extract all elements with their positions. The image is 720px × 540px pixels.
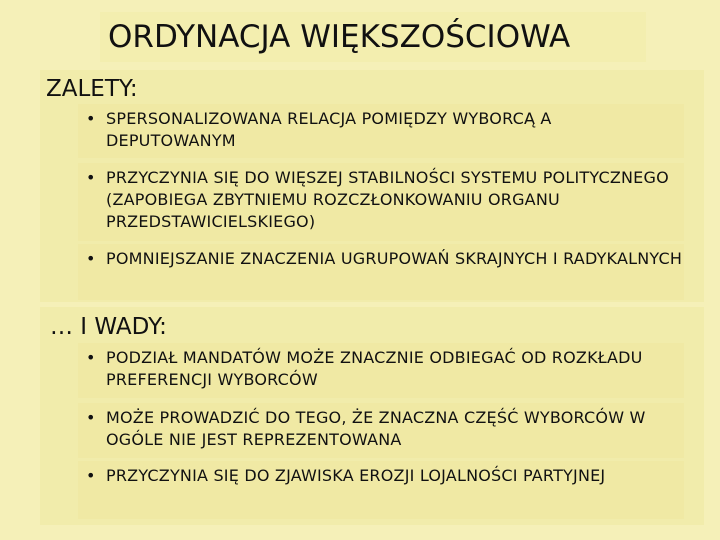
disadvantage-item	[78, 461, 684, 519]
bullet-icon: •	[86, 408, 96, 427]
disadvantage-item-text: MOŻE PROWADZIĆ DO TEGO, ŻE ZNACZNA CZĘŚĆ WYBORCÓW W OGÓLE NIE JEST REPREZENTOWANA	[106, 408, 646, 449]
bullet-icon: •	[86, 168, 96, 187]
disadvantage-item-text: PRZYCZYNIA SIĘ DO ZJAWISKA EROZJI LOJALNOŚCI PARTYJNEJ	[106, 466, 606, 485]
advantage-item-text: PRZYCZYNIA SIĘ DO WIĘSZEJ STABILNOŚCI SYSTEMU POLITYCZNEGO (ZAPOBIEGA ZBYTNIEMU ROZCZŁONKOWANIU ORGANU PRZEDSTAWICIELSKIEGO)	[106, 168, 669, 231]
disadvantage-item	[78, 403, 684, 458]
advantage-item-text: POMNIEJSZANIE ZNACZENIA UGRUPOWAŃ SKRAJNYCH I RADYKALNYCH	[106, 249, 683, 268]
slide-title: ORDYNACJA WIĘKSZOŚCIOWA	[100, 12, 646, 62]
disadvantage-item-text: PODZIAŁ MANDATÓW MOŻE ZNACZNIE ODBIEGAĆ OD ROZKŁADU PREFERENCJI WYBORCÓW	[106, 348, 643, 389]
bullet-icon: •	[86, 109, 96, 128]
advantage-item	[78, 244, 684, 300]
bullet-icon: •	[86, 348, 96, 367]
advantages-heading: ZALETY:	[46, 76, 138, 102]
advantage-item	[78, 163, 684, 241]
advantage-item-text: SPERSONALIZOWANA RELACJA POMIĘDZY WYBORCĄ A DEPUTOWANYM	[106, 109, 552, 150]
bullet-icon: •	[86, 249, 96, 268]
bullet-icon: •	[86, 466, 96, 485]
disadvantage-item	[78, 343, 684, 398]
disadvantages-heading: … I WADY:	[50, 314, 167, 340]
advantage-item	[78, 104, 684, 158]
